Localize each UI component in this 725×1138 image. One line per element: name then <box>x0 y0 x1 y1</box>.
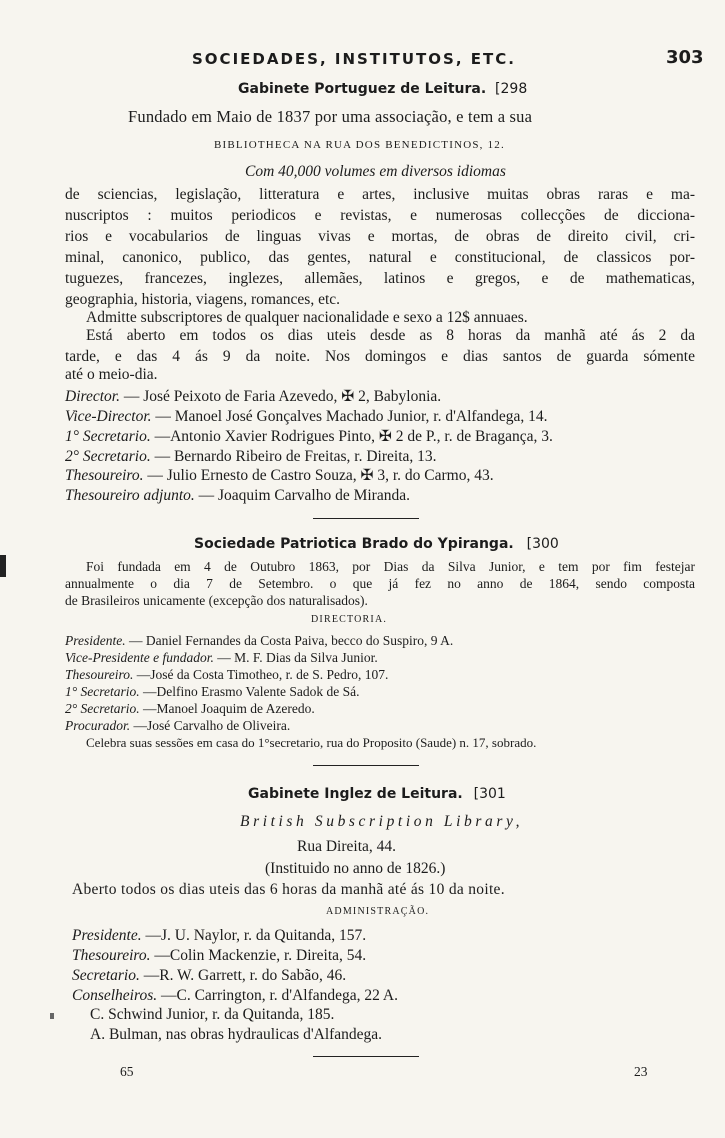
officer-line <box>65 651 378 665</box>
founded-line: Fundado em Maio de 1837 por uma associação, e tem a sua <box>128 107 533 126</box>
officer-line <box>72 948 366 964</box>
officer-line <box>65 685 359 699</box>
officer-line <box>72 968 346 984</box>
officer-line <box>65 449 437 465</box>
footer-right-signature: 23 <box>634 1064 648 1079</box>
section-title <box>194 537 559 551</box>
officer-line <box>65 429 553 445</box>
section-title-text: Sociedade Patriotica Brado do Ypiranga. <box>194 536 514 552</box>
body-line: annualmente o dia 7 de Setembro. o que já fez no anno de 1864, sendo composta <box>65 576 695 591</box>
member-line: A. Bulman, nas obras hydraulicas d'Alfandega. <box>90 1026 383 1043</box>
section-title <box>238 82 527 96</box>
officer-text: —C. Carrington, r. d'Alfandega, 22 A. <box>160 987 398 1004</box>
officer-text: — M. F. Dias da Silva Junior. <box>217 650 378 665</box>
officer-role: Presidente. <box>65 633 126 648</box>
admission-line: Admitte subscriptores de qualquer nacionalidade e sexo a 12$ annuaes. <box>86 309 528 326</box>
instituted-line: (Instituido no anno de 1826.) <box>265 860 446 877</box>
officer-text: — Manoel José Gonçalves Machado Junior, r. d'Alfandega, 14. <box>155 408 548 425</box>
body-line: minal, canonico, publico, das gentes, natural e constitucional, de classicos por- <box>65 249 695 266</box>
body-line: de Brasileiros unicamente (excepção dos naturalisados). <box>65 593 368 608</box>
directory-heading: DIRECTORIA. <box>311 614 388 625</box>
library-address: BIBLIOTHECA NA RUA DOS BENEDICTINOS, 12. <box>214 139 505 151</box>
officer-text: —Delfino Erasmo Valente Sadok de Sá. <box>143 684 360 699</box>
officer-text: — Bernardo Ribeiro de Freitas, r. Direita, 13. <box>154 448 437 465</box>
section-divider <box>313 518 419 519</box>
body-line: geographia, historia, viagens, romances, etc. <box>65 291 341 308</box>
scan-mark <box>50 1013 54 1019</box>
volumes-line: Com 40,000 volumes em diversos idiomas <box>245 163 506 180</box>
officer-text: —Antonio Xavier Rodrigues Pinto, ✠ 2 de P., r. de Bragança, 3. <box>154 428 553 445</box>
officer-role: Thesoureiro adjunto. <box>65 487 195 504</box>
page-number: 303 <box>666 47 704 68</box>
officer-line <box>65 488 410 504</box>
officer-role: Secretario. <box>72 967 140 984</box>
administration-heading: ADMINISTRAÇÃO. <box>326 906 430 917</box>
hours-line: até o meio-dia. <box>65 366 158 383</box>
officer-line <box>65 719 290 733</box>
officer-line <box>65 468 494 484</box>
officer-line <box>65 668 388 682</box>
officer-role: Director. <box>65 388 120 405</box>
officer-text: —R. W. Garrett, r. do Sabão, 46. <box>143 967 347 984</box>
library-subtitle: British Subscription Library, <box>240 813 524 830</box>
officer-role: 1° Secretario. <box>65 684 140 699</box>
officer-text: —Manoel Joaquim de Azeredo. <box>143 701 315 716</box>
body-line: nuscriptos : muitos periodicos e revistas, e numerosas collecções de dicciona- <box>65 207 695 224</box>
meeting-note: Celebra suas sessões em casa do 1°secretario, rua do Proposito (Saude) n. 17, sobrado. <box>86 735 537 750</box>
officer-role: 2° Secretario. <box>65 701 140 716</box>
officer-text: —J. U. Naylor, r. da Quitanda, 157. <box>145 927 367 944</box>
officer-role: Thesoureiro. <box>72 947 151 964</box>
officer-line <box>65 702 315 716</box>
scan-mark <box>0 555 6 577</box>
officer-role: Thesoureiro. <box>65 467 144 484</box>
officer-text: — Daniel Fernandes da Costa Paiva, becco do Suspiro, 9 A. <box>128 633 454 648</box>
member-line: C. Schwind Junior, r. da Quitanda, 185. <box>90 1006 335 1023</box>
officer-role: Presidente. <box>72 927 142 944</box>
officer-role: Procurador. <box>65 718 131 733</box>
body-line: tuguezes, francezes, inglezes, allemães, latinos e gregos, e de mathematicas, <box>65 270 695 287</box>
library-address: Rua Direita, 44. <box>297 838 397 855</box>
hours-line: tarde, e das 4 ás 9 da noite. Nos domingos e dias santos de guarda sómente <box>65 348 695 365</box>
section-divider <box>313 1056 419 1057</box>
officer-text: — Joaquim Carvalho de Miranda. <box>198 487 410 504</box>
officer-line <box>72 988 398 1004</box>
footer-left-signature: 65 <box>120 1064 134 1079</box>
section-title-text: Gabinete Portuguez de Leitura. <box>238 81 487 97</box>
hours-line: Está aberto em todos os dias uteis desde as 8 horas da manhã até ás 2 da <box>86 327 695 344</box>
hours-line: Aberto todos os dias uteis das 6 horas da manhã até ás 10 da noite. <box>72 881 505 898</box>
officer-text: —José Carvalho de Oliveira. <box>133 718 291 733</box>
officer-text: — José Peixoto de Faria Azevedo, ✠ 2, Babylonia. <box>123 388 442 405</box>
officer-text: —Colin Mackenzie, r. Direita, 54. <box>154 947 367 964</box>
officer-line <box>72 928 366 944</box>
officer-line <box>65 409 548 425</box>
officer-line <box>65 634 453 648</box>
body-line: Foi fundada em 4 de Outubro 1863, por Dias da Silva Junior, e tem por fim festejar <box>86 559 695 574</box>
officer-role: 2° Secretario. <box>65 448 151 465</box>
section-title-text: Gabinete Inglez de Leitura. <box>248 786 463 802</box>
officer-text: —José da Costa Timotheo, r. de S. Pedro, 107. <box>136 667 389 682</box>
section-divider <box>313 765 419 766</box>
officer-role: Thesoureiro. <box>65 667 134 682</box>
section-number: [300 <box>526 536 559 552</box>
officer-role: Vice-Presidente e fundador. <box>65 650 214 665</box>
officer-text: — Julio Ernesto de Castro Souza, ✠ 3, r. do Carmo, 43. <box>147 467 494 484</box>
section-number: [298 <box>495 81 528 97</box>
body-line: de sciencias, legislação, litteratura e artes, inclusive muitas obras raras e ma- <box>65 186 695 203</box>
body-line: rios e vocabularios de linguas vivas e mortas, de obras de direito civil, cri- <box>65 228 695 245</box>
officer-role: Conselheiros. <box>72 987 158 1004</box>
officer-line <box>65 389 441 405</box>
section-number: [301 <box>473 786 506 802</box>
officer-role: Vice-Director. <box>65 408 152 425</box>
running-header: SOCIEDADES, INSTITUTOS, ETC. <box>192 50 516 68</box>
section-title <box>248 787 506 801</box>
officer-role: 1° Secretario. <box>65 428 151 445</box>
